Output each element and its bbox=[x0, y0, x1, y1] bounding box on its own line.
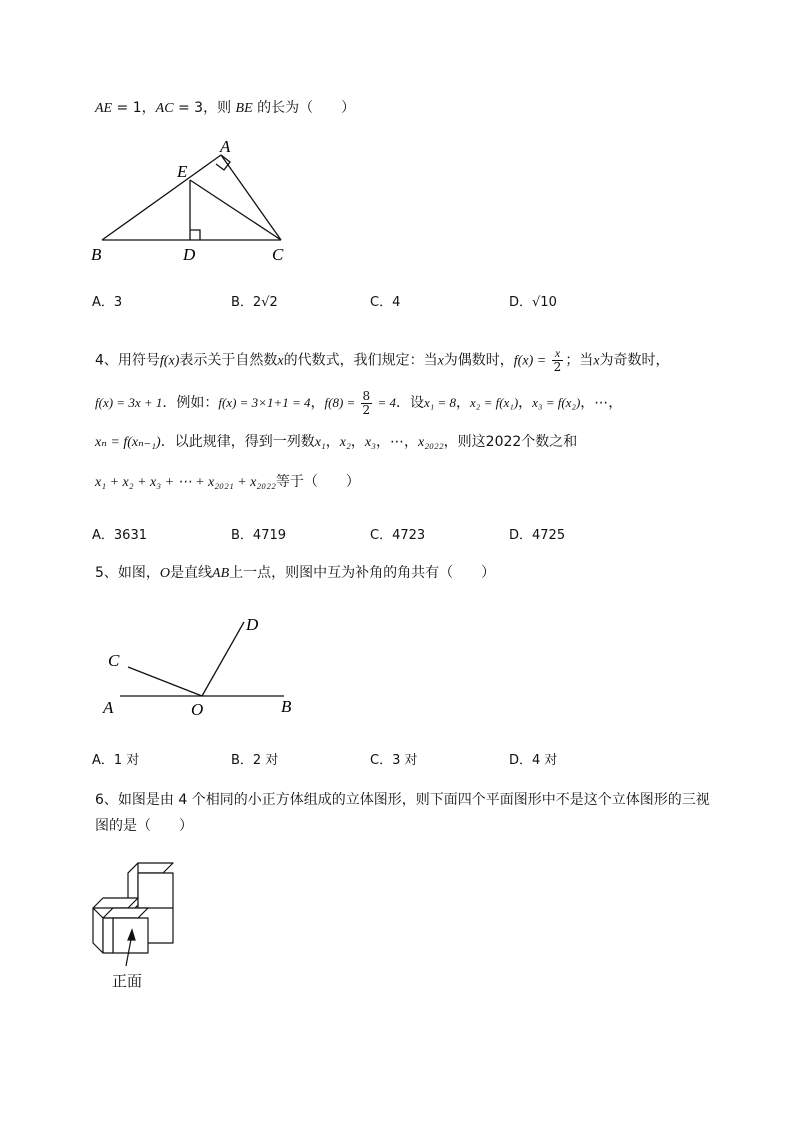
q5-stem: 5、如图，O是直线AB上一点，则图中互为补角的角共有（ ） bbox=[95, 565, 496, 581]
q5-option-b[interactable]: B．2 对 bbox=[231, 753, 279, 768]
fraction-8-over-2: $\frac{8}{2}$ bbox=[362, 389, 371, 417]
label-d: D bbox=[246, 615, 259, 634]
q4-option-a[interactable]: A．3631 bbox=[92, 528, 147, 543]
label-b: B bbox=[91, 245, 102, 264]
label-c: C bbox=[108, 651, 120, 670]
q5-option-d[interactable]: D．4 对 bbox=[509, 753, 558, 768]
q4-line3: xₙ = f(xₙ₋₁)．以此规律，得到一列数x₁，x₂，x₃，⋯，x₂₀₂₂，则这2022个数之和 bbox=[95, 434, 578, 450]
q3-option-d[interactable]: D．√10 bbox=[509, 295, 557, 310]
label-a: A bbox=[103, 698, 114, 717]
q4-line4: x₁ + x₂ + x₃ + ⋯ + x₂₀₂₁ + x₂₀₂₂等于（ ） bbox=[95, 474, 360, 490]
q5-option-c[interactable]: C．3 对 bbox=[370, 753, 418, 768]
q6-stem-line1: 6、如图是由 4 个相同的小正方体组成的立体图形，则下面四个平面图形中不是这个立体图形的三视 bbox=[95, 792, 710, 808]
label-a: A bbox=[220, 137, 231, 156]
fraction-x-over-2: $\frac{x}{2}$ bbox=[553, 346, 562, 374]
q3-option-a[interactable]: A．3 bbox=[92, 295, 123, 310]
label-d: D bbox=[183, 245, 196, 264]
label-b: B bbox=[281, 697, 292, 716]
q5-option-a[interactable]: A．1 对 bbox=[92, 753, 140, 768]
q4-option-b[interactable]: B．4719 bbox=[231, 528, 287, 543]
front-cube-side-face bbox=[103, 918, 113, 953]
q6-stem-line2: 图的是（ ） bbox=[95, 818, 193, 834]
label-c: C bbox=[272, 245, 284, 264]
q4-line1: 4、用符号f(x)表示关于自然数x的代数式，我们规定：当x为偶数时，f(x) = $\frac{x}{2}$ ；当x为奇数时， bbox=[95, 346, 670, 374]
q3-option-b[interactable]: B．2√2 bbox=[231, 295, 278, 310]
left-cube-side-face bbox=[93, 908, 103, 953]
q3-option-c[interactable]: C．4 bbox=[370, 295, 401, 310]
q3-stem: AE = 1，AC = 3，则 BE 的长为（ ） bbox=[95, 100, 356, 116]
q4-option-d[interactable]: D．4725 bbox=[509, 528, 566, 543]
q4-line2: f(x) = 3x + 1．例如：f(x) = 3×1+1 = 4，f(8) = $\frac{8}{2}$ = 4．设x₁ = 8，x₂ = f(x₁)，x₃ = f(x₂)，⋯， bbox=[95, 389, 623, 417]
label-e: E bbox=[177, 162, 188, 181]
q4-option-c[interactable]: C．4723 bbox=[370, 528, 426, 543]
label-o: O bbox=[191, 700, 204, 719]
front-label: 正面 bbox=[112, 972, 143, 990]
